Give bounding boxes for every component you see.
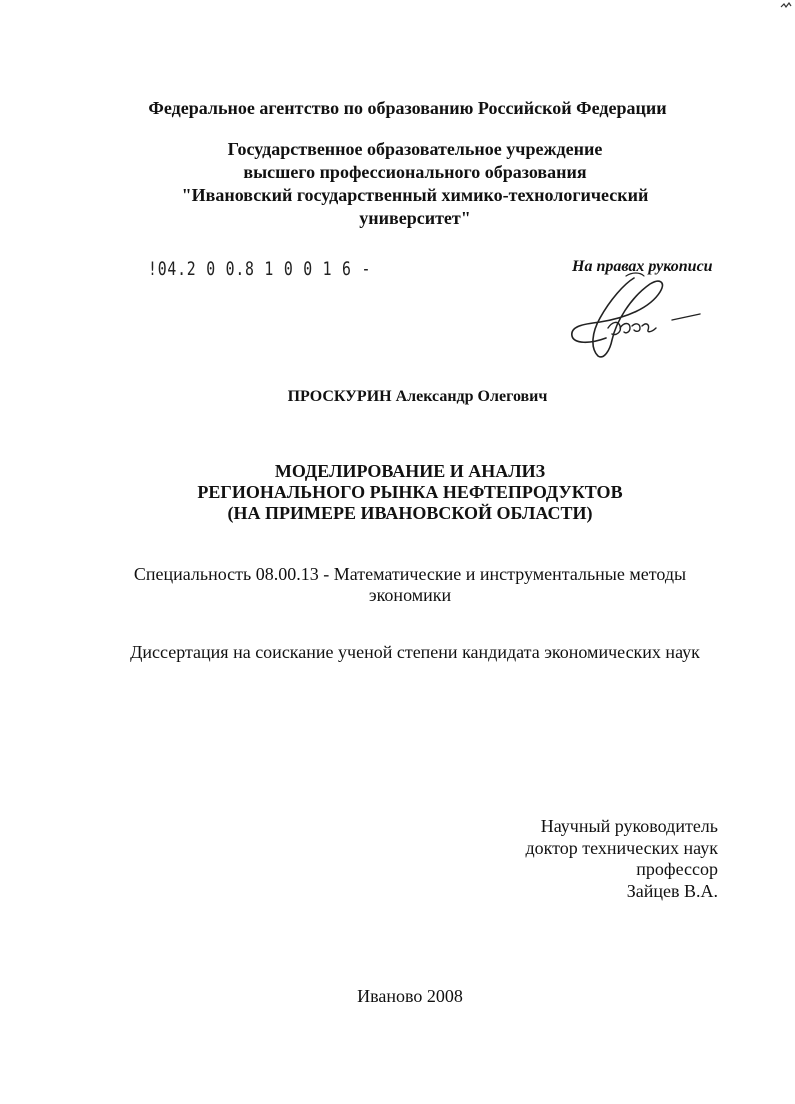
- dissertation-title: [0, 461, 795, 524]
- institution-line: высшего профессионального образования: [243, 162, 587, 182]
- supervisor-line: Научный руководитель: [540, 816, 718, 836]
- supervisor-line: профессор: [636, 859, 718, 879]
- title-line: РЕГИОНАЛЬНОГО РЫНКА НЕФТЕПРОДУКТОВ: [197, 482, 623, 502]
- scientific-supervisor: [526, 816, 719, 902]
- author-name: ПРОСКУРИН Александр Олегович: [287, 388, 548, 405]
- registration-stamp-number: !04.2 0 0.8 1 0 0 1 6 -: [148, 258, 372, 280]
- institution-line: Государственное образовательное учреждение: [227, 139, 603, 159]
- institution-line: университет": [359, 208, 471, 228]
- city-year: Иваново 2008: [357, 986, 463, 1006]
- signature-icon: [560, 270, 720, 365]
- specialty-line: Специальность 08.00.13 - Математические и инструментальные методы: [133, 564, 687, 584]
- agency-name: Федеральное агентство по образованию Российской Федерации: [148, 98, 667, 118]
- supervisor-line: Зайцев В.А.: [626, 880, 718, 901]
- title-line: МОДЕЛИРОВАНИЕ И АНАЛИЗ: [274, 461, 546, 481]
- institution-name: [0, 138, 795, 230]
- title-line: (НА ПРИМЕРЕ ИВАНОВСКОЙ ОБЛАСТИ): [227, 503, 593, 523]
- specialty: [0, 564, 795, 606]
- dissertation-degree: Диссертация на соискание ученой степени кандидата экономических наук: [130, 642, 700, 662]
- manuscript-rights-label: На правах рукописи: [572, 258, 713, 275]
- supervisor-line: доктор технических наук: [525, 837, 718, 858]
- institution-line: "Ивановский государственный химико-технологический: [181, 185, 649, 205]
- scan-mark-icon: [780, 2, 792, 9]
- specialty-line: экономики: [368, 585, 452, 605]
